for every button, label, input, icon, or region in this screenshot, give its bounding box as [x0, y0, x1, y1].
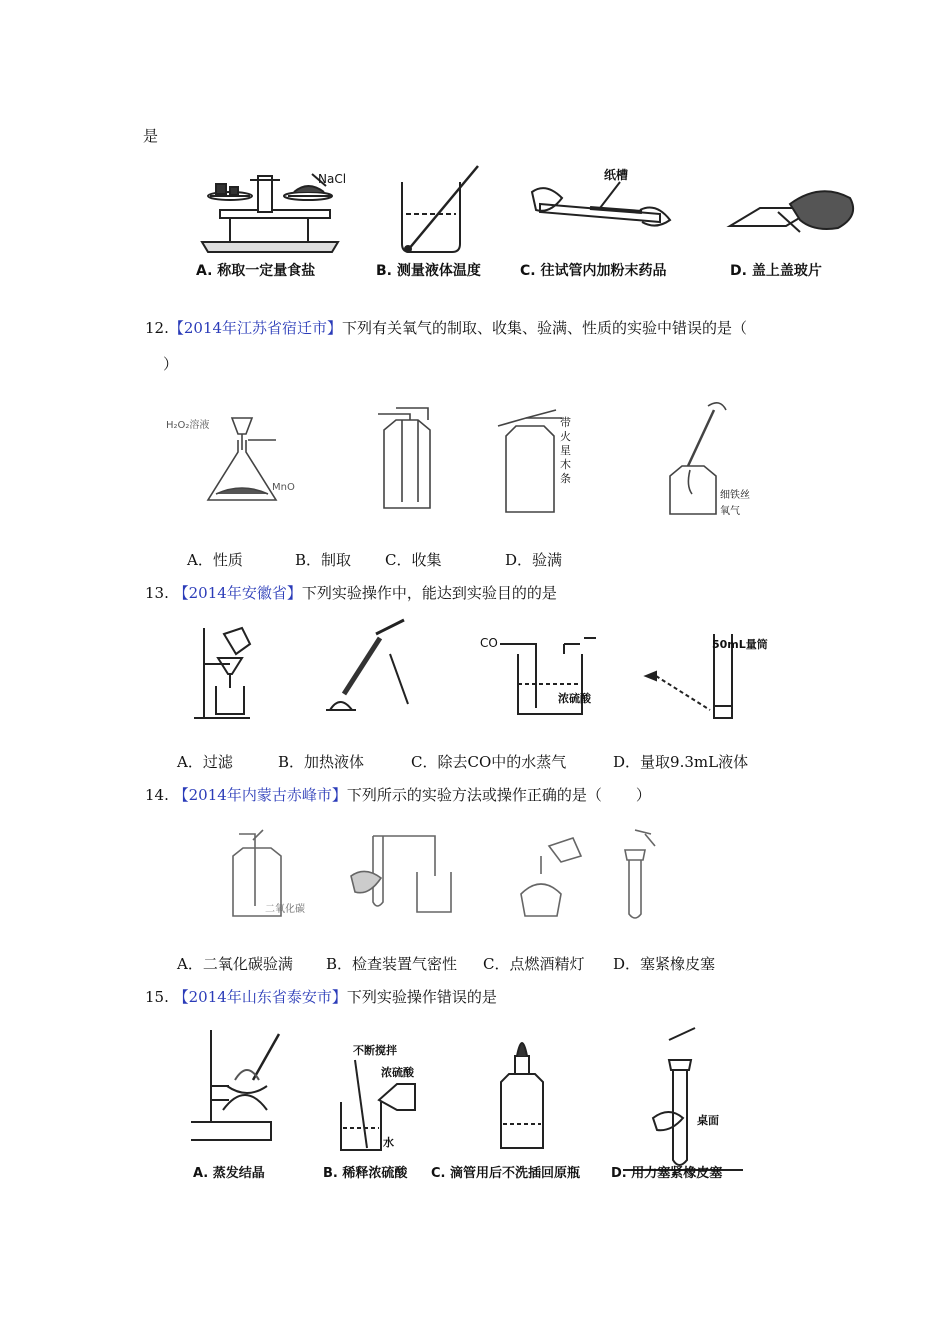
q13-drawings: [180, 614, 780, 734]
q15-caption-d: D. 用力塞紧橡皮塞: [611, 1166, 723, 1181]
intro-fragment: 是: [143, 127, 159, 145]
q11-label-nacl: NaCl: [318, 172, 347, 186]
q13-stem-line: [145, 583, 557, 603]
q12-label-mno2: MnO: [272, 482, 295, 493]
q12-stem-line: [145, 318, 747, 338]
q15-number: 15.: [145, 988, 169, 1006]
q14-option-b: B．检查装置气密性: [326, 955, 458, 973]
q13-option-c: C．除去CO中的水蒸气: [411, 753, 567, 771]
q15-stem-line: [145, 987, 497, 1007]
q12-source: 【2014年江苏省宿迁市】: [168, 319, 343, 337]
q15-caption-a: A. 蒸发结晶: [193, 1166, 265, 1181]
q13-source: 【2014年安徽省】: [173, 584, 302, 602]
q12-label-wire: 细铁丝: [720, 490, 750, 501]
q11-label-paper: 纸槽: [604, 168, 629, 182]
q15-stem: 下列实验操作错误的是: [346, 988, 497, 1006]
q14-label-co2: 二氧化碳: [265, 904, 305, 915]
q11-caption-c: C. 往试管内加粉末药品: [520, 263, 667, 279]
q12-option-c: C．收集: [385, 551, 442, 569]
q15-caption-b: B. 稀释浓硫酸: [323, 1166, 408, 1181]
q15-caption-c: C. 滴管用后不洗插回原瓶: [431, 1166, 581, 1181]
q15-figure: [183, 1020, 773, 1190]
q14-option-a: A．二氧化碳验满: [177, 955, 293, 973]
q12-option-d: D．验满: [505, 551, 563, 569]
q13-stem: 下列实验操作中，能达到实验目的的是: [301, 584, 557, 602]
q13-number: 13.: [145, 584, 169, 602]
q14-option-d: D．塞紧橡皮塞: [613, 955, 716, 973]
q13-label-cylinder: 50mL量筒: [712, 638, 768, 651]
q12-figure: [160, 390, 780, 530]
q12-label-oxygen: 氧气: [720, 506, 740, 517]
q14-figure: [205, 816, 685, 924]
q12-label-h2o2: H₂O₂溶液: [166, 420, 210, 431]
q15-label-desk: 桌面: [697, 1114, 719, 1127]
q14-option-c: C．点燃酒精灯: [483, 955, 585, 973]
q11-caption-a: A. 称取一定量食盐: [196, 263, 316, 279]
q12-label-ember: 带火星木条: [560, 416, 571, 485]
q15-label-water: 水: [383, 1136, 394, 1149]
q11-caption-d: D. 盖上盖玻片: [730, 263, 822, 279]
q13-label-acid: 浓硫酸: [558, 692, 591, 705]
q14-stem-line: [145, 785, 651, 805]
q15-label-acid: 浓硫酸: [381, 1066, 414, 1079]
q15-label-stir: 不断搅拌: [353, 1044, 397, 1057]
q14-stem-close: ）: [635, 786, 651, 804]
q13-option-b: B．加热液体: [278, 753, 365, 771]
q14-source: 【2014年内蒙古赤峰市】: [173, 786, 347, 804]
q13-option-d: D．量取9.3mL液体: [613, 753, 749, 771]
q12-number: 12.: [145, 319, 169, 337]
q11-caption-b: B. 测量液体温度: [376, 263, 481, 279]
q13-figure: [180, 614, 780, 734]
q12-option-a: A．性质: [187, 551, 243, 569]
q14-stem: 下列所示的实验方法或操作正确的是（: [346, 786, 602, 804]
q15-source: 【2014年山东省泰安市】: [173, 988, 347, 1006]
q12-drawings: [160, 390, 780, 530]
q13-label-co: CO: [480, 636, 498, 650]
q11-figure: [190, 152, 860, 288]
q13-option-a: A．过滤: [177, 753, 233, 771]
q12-stem-close: ）: [163, 355, 179, 373]
q14-number: 14.: [145, 786, 169, 804]
q12-option-b: B．制取: [295, 551, 352, 569]
q12-stem: 下列有关氧气的制取、收集、验满、性质的实验中错误的是（: [342, 319, 748, 337]
